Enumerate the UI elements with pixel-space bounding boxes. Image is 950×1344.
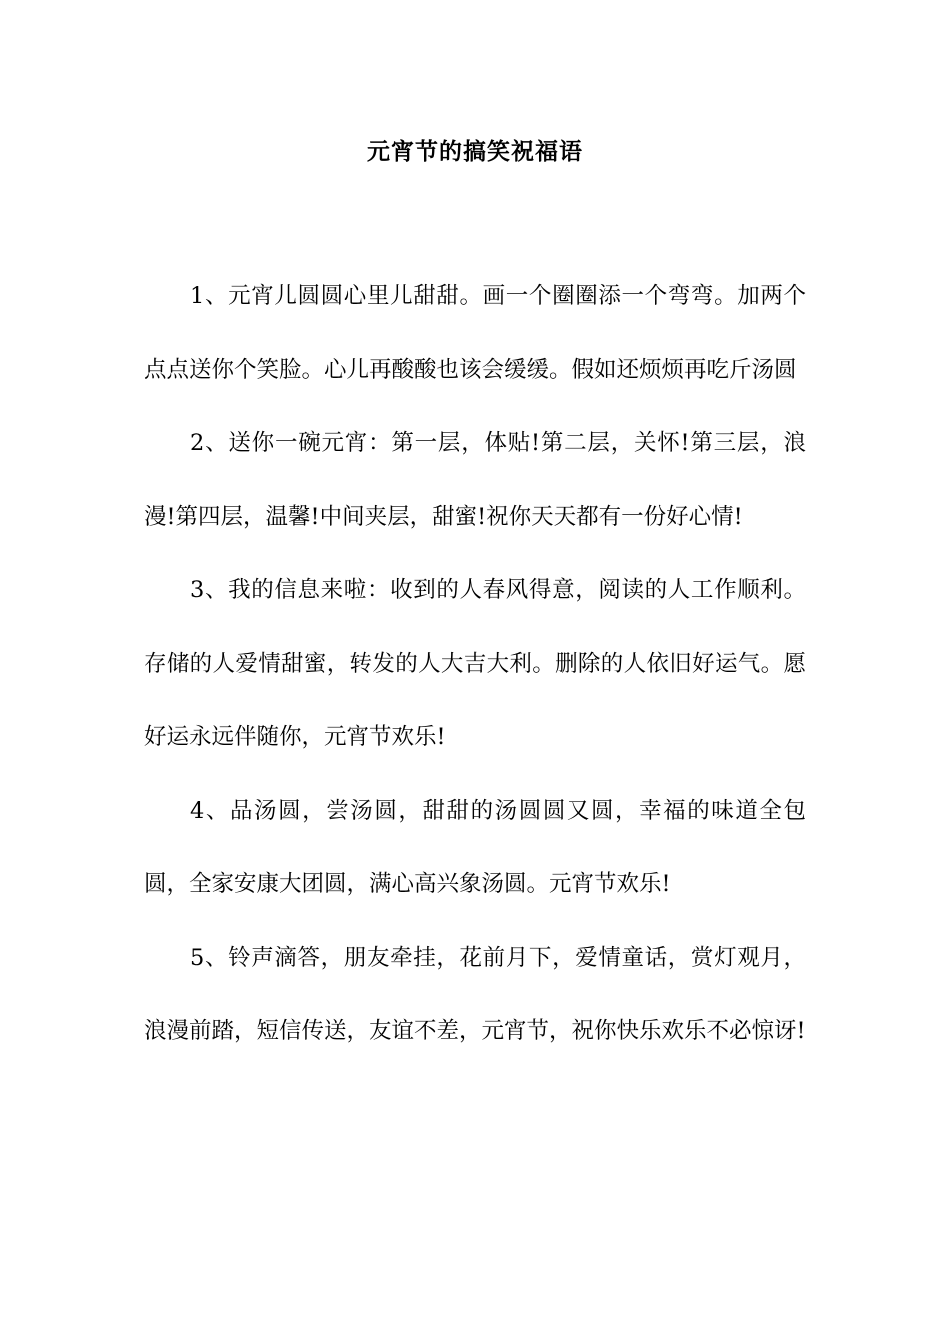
paragraph-5: 5、铃声滴答，朋友牵挂，花前月下，爱情童话，赏灯观月，浪漫前踏，短信传送，友谊不差，元宵节，祝你快乐欢乐不必惊讶! [144,944,806,1044]
document-body [144,260,806,1069]
paragraph-3: 3、我的信息来啦：收到的人春风得意，阅读的人工作顺利。存储的人爱情甜蜜，转发的人大吉大利。删除的人依旧好运气。愿好运永远伴随你，元宵节欢乐! [144,577,806,750]
paragraph-2: 2、送你一碗元宵：第一层，体贴!第二层，关怀!第三层，浪漫!第四层，温馨!中间夹层，甜蜜!祝你天天都有一份好心情! [144,430,806,530]
paragraph-4: 4、品汤圆，尝汤圆，甜甜的汤圆圆又圆，幸福的味道全包圆，全家安康大团圆，满心高兴象汤圆。元宵节欢乐! [144,797,806,897]
paragraph-1: 1、元宵儿圆圆心里儿甜甜。画一个圈圈添一个弯弯。加两个点点送你个笑脸。心儿再酸酸也该会缓缓。假如还烦烦再吃斤汤圆 [144,283,806,383]
document-title: 元宵节的搞笑祝福语 [367,138,583,165]
